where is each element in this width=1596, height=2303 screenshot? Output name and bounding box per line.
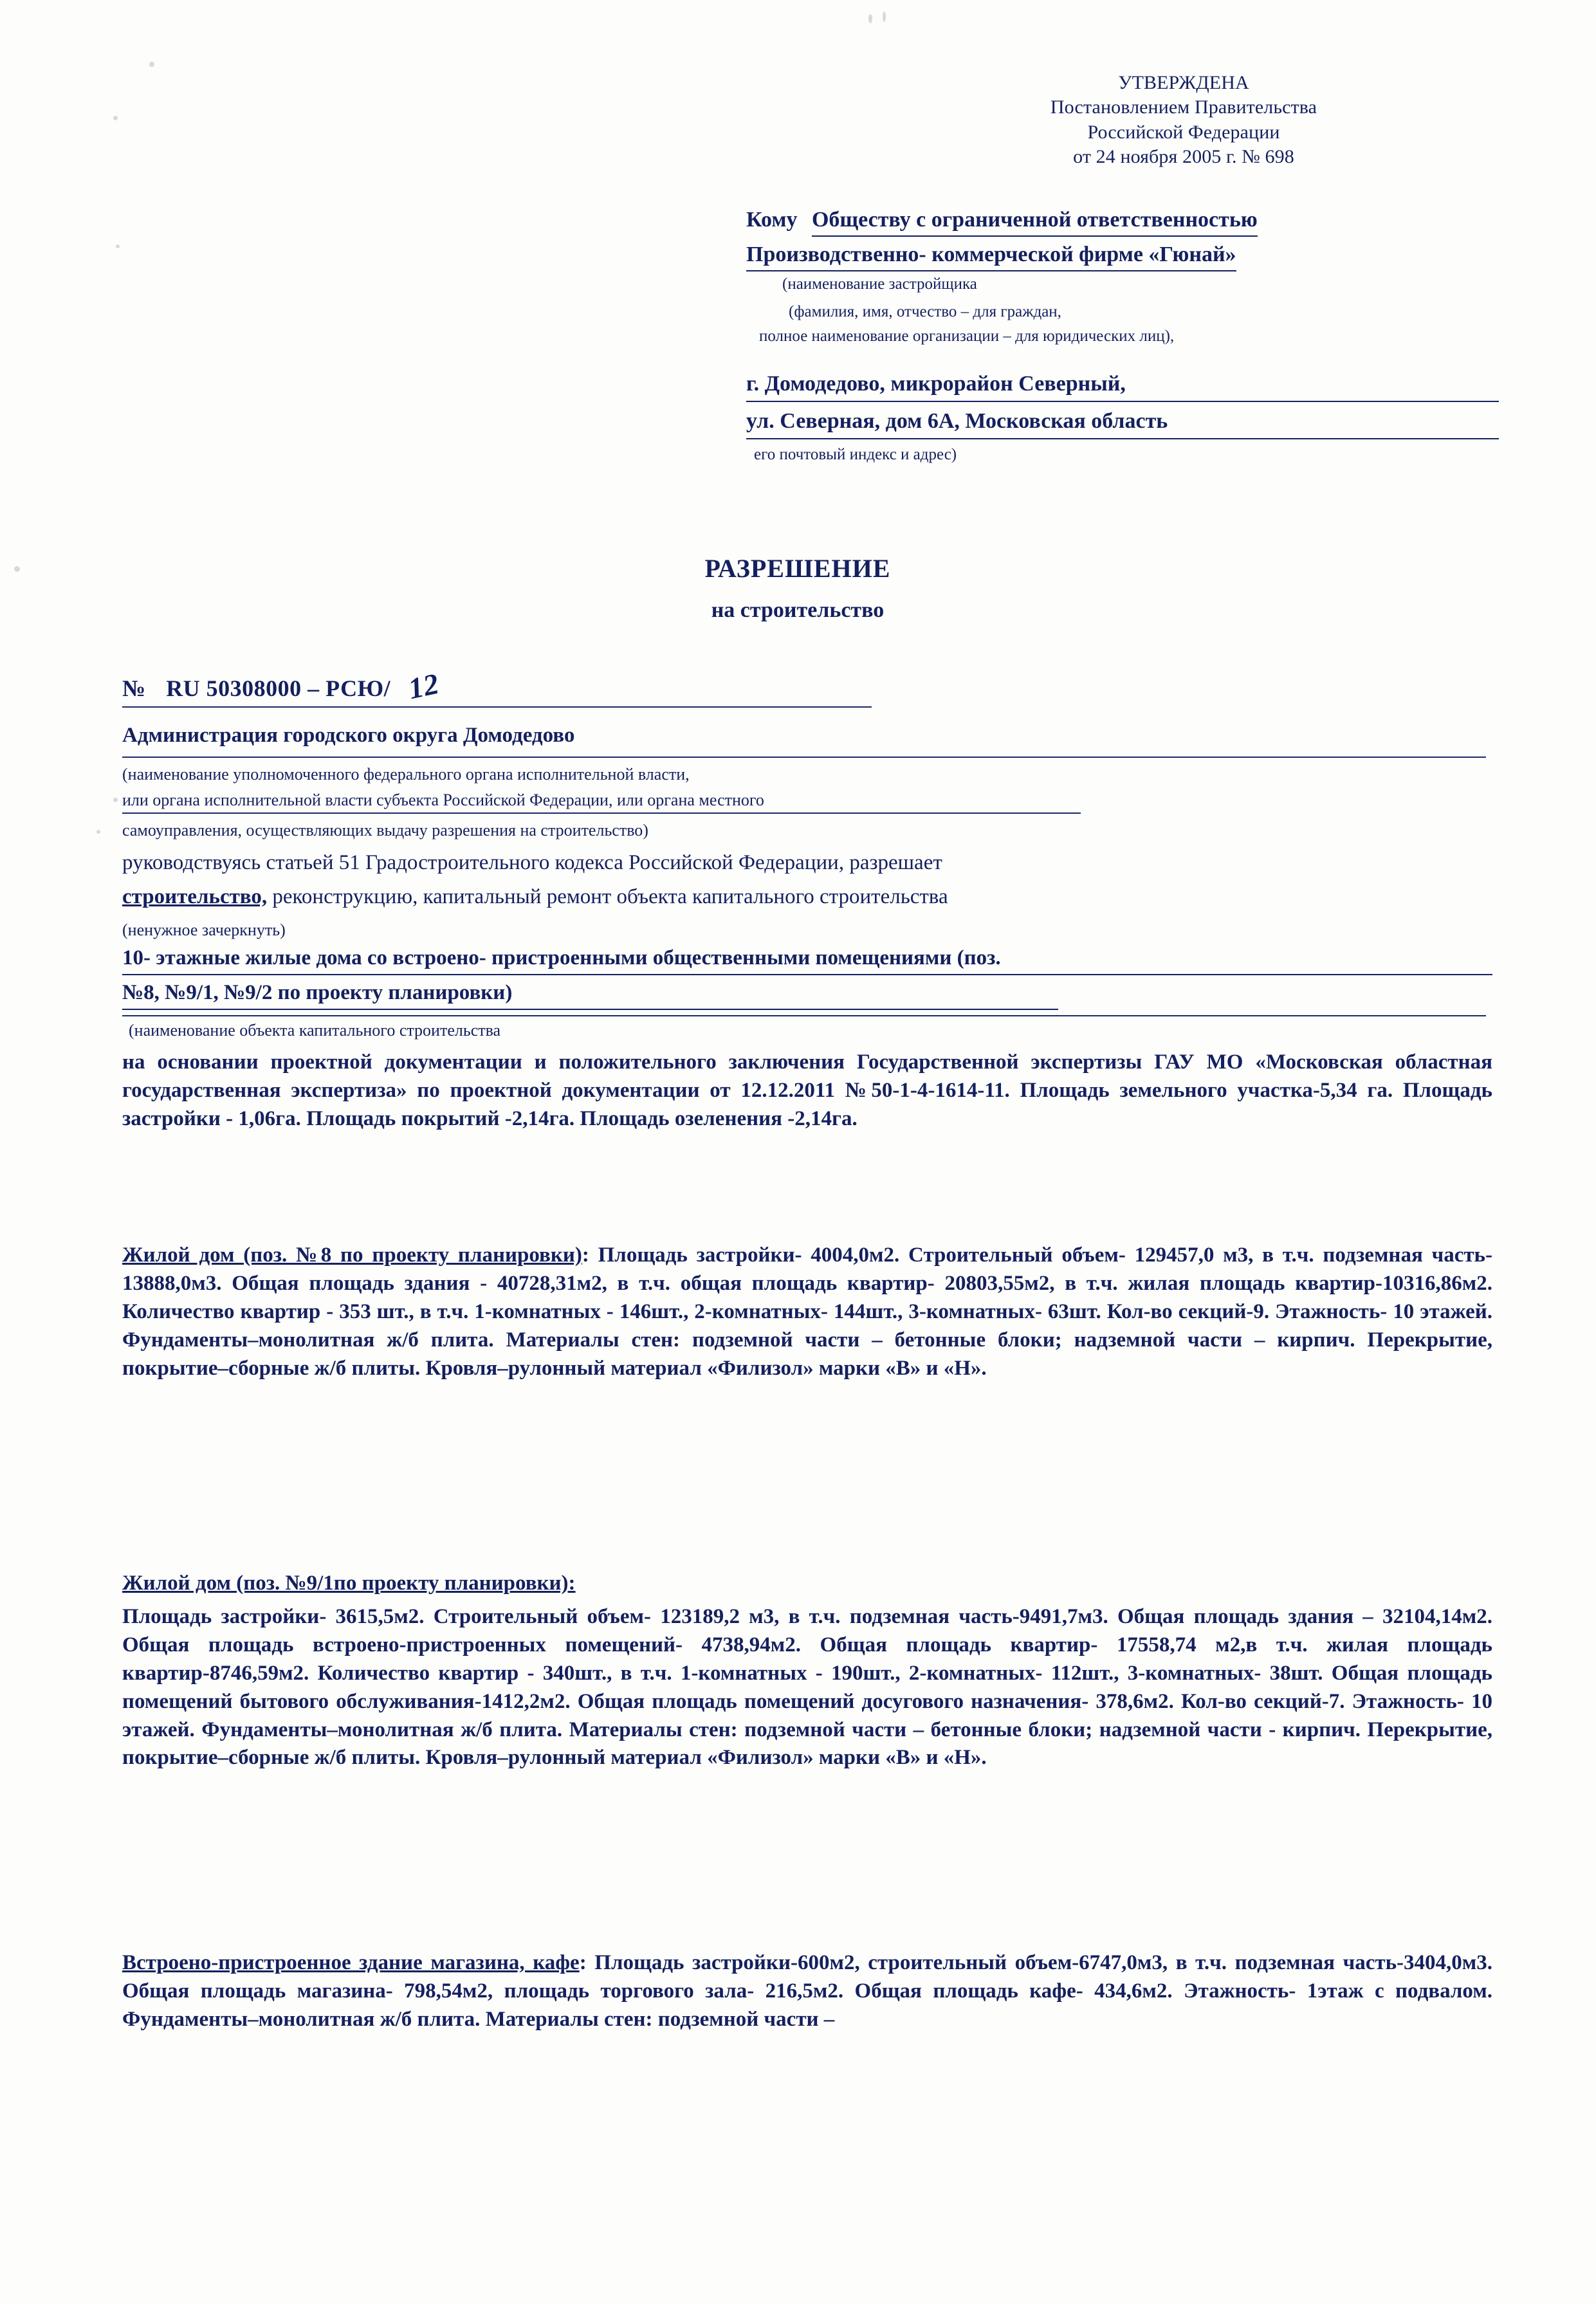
house-91-heading: Жилой дом (поз. №9/1по проекту планировки): <box>122 1572 576 1595</box>
permit-number-line <box>122 666 894 706</box>
permission-action-selected: строительство, <box>122 885 268 908</box>
addressee-name-line-2: Производственно- коммерческой фирме «Гюнай» <box>746 241 1236 271</box>
address-block <box>746 370 1499 466</box>
addressee-block <box>746 206 1499 347</box>
authority-caption-2: или органа исполнительной власти субъекта Российской Федерации, или органа местного <box>122 791 764 809</box>
house-8-heading: Жилой дом (поз. №8 по проекту планировки) <box>122 1243 582 1267</box>
addressee-prefix: Кому <box>746 208 798 232</box>
addressee-name-line-1: Обществу с ограниченной ответственностью <box>812 206 1258 237</box>
authority-caption-3: самоуправления, осуществляющих выдачу разрешения на строительство) <box>122 821 648 840</box>
addressee-caption-1: (наименование застройщика <box>782 275 977 293</box>
approval-line-3: Российской Федерации <box>1087 121 1280 143</box>
permission-lead: руководствуясь статьей 51 Градостроительного кодекса Российской Федерации, разрешает <box>122 851 942 874</box>
approval-line-2: Постановлением Правительства <box>1050 96 1317 118</box>
house-91-text: Площадь застройки- 3615,5м2. Строительный объем- 123189,2 м3, в т.ч. подземная часть-9491,7м3. Общая площадь здания – 32104,14м2. Общая площадь встроено-пристроенных помещений- 4738,94м2. Общая площадь квартир- 17558,74 м2,в т.ч. жилая площадь квартир-8746,59м2. Количество квартир - 340шт., в т.ч. 1-комнатных - 190шт., 2-комнатных- 112шт., 3-комнатных- 38шт. Общая площадь помещений бытового обслуживания-1412,2м2. Общая площадь помещений досугового назначения- 378,6м2. Кол-во секций-7. Этажность- 10 этажей. Фундаменты–монолитная ж/б плита. Материалы стен: подземной части – бетонные блоки; надземной части - кирпич. Перекрытие, покрытие–сборные ж/б плиты. Кровля–рулонный материал «Филизол» марки «В» и «Н». <box>122 1605 1492 1770</box>
approval-line-4: от 24 ноября 2005 г. № 698 <box>1073 146 1294 168</box>
authority-caption-rule <box>122 812 1081 814</box>
address-caption: его почтовый индекс и адрес) <box>754 446 957 464</box>
addressee-caption-3: полное наименование организации – для юридических лиц), <box>759 327 1175 345</box>
permission-note: (ненужное зачеркнуть) <box>122 921 286 939</box>
permit-number-label: № <box>122 675 146 701</box>
shop-paragraph <box>122 1949 1492 2034</box>
address-line-1: г. Домодедово, микрорайон Северный, <box>746 370 1499 402</box>
house-91-heading-line <box>122 1570 1492 1598</box>
authority-caption-1: (наименование уполномоченного федерального органа исполнительной власти, <box>122 765 690 784</box>
house-8-paragraph <box>122 1242 1492 1382</box>
basis-paragraph: на основании проектной документации и положительного заключения Государственной экспертизы ГАУ МО «Московская областная государственная экспертиза» по проектной документации от 12.12.2011 №50-1-4-1614-11. Площадь земельного участка-5,34 га. Площадь застройки - 1,06га. Площадь покрытий -2,14га. Площадь озеленения -2,14га. <box>122 1051 1492 1130</box>
shop-heading: Встроено-пристроенное здание магазина, кафе <box>122 1951 580 1974</box>
object-caption: (наименование объекта капитального строительства <box>129 1021 501 1040</box>
permit-number-value: RU 50308000 – РСЮ/ <box>166 675 391 701</box>
house-8-text: : Площадь застройки- 4004,0м2. Строительный объем- 129457,0 м3, в т.ч. подземная часть- 13888,0м3. Общая площадь здания - 40728,31м2, в т.ч. общая площадь квартир- 20803,55м2, в т.ч. жилая площадь квартир-10316,86м2. Количество квартир - 353 шт., в т.ч. 1-комнатных - 146шт., 2-комнатных- 144шт., 3-комнатных- 63шт. Кол-во секций-9. Этажность- 10 этажей. Фундаменты–монолитная ж/б плита. Материалы стен: подземной части – бетонные блоки; надземной части – кирпич. Перекрытие, покрытие–сборные ж/б плиты. Кровля–рулонный материал «Филизол» марки «В» и «Н». <box>122 1243 1492 1380</box>
address-line-2: ул. Северная, дом 6А, Московская область <box>746 407 1499 439</box>
object-rule <box>122 1015 1486 1016</box>
addressee-caption-2: (фамилия, имя, отчество – для граждан, <box>789 302 1061 320</box>
approval-block <box>1004 71 1364 170</box>
approval-line-1: УТВЕРЖДЕНА <box>1118 72 1249 93</box>
permit-number-handwritten: 12 <box>405 666 442 706</box>
shop-text: : Площадь застройки-600м2, строительный объем-6747,0м3, в т.ч. подземная часть-3404,0м3. Общая площадь магазина- 798,54м2, площадь торгового зала- 216,5м2. Общая площадь кафе- 434,6м2. Этажность- 1этаж с подвалом. Фундаменты–монолитная ж/б плита. Материалы стен: подземной части – <box>122 1951 1492 2031</box>
object-line-2: №8, №9/1, №9/2 по проекту планировки) <box>122 979 1058 1010</box>
permission-action-rest: реконструкцию, капитальный ремонт объекта капитального строительства <box>267 885 948 908</box>
page-subtitle: на строительство <box>711 598 885 622</box>
object-line-1: 10- этажные жилые дома со встроено- пристроенными общественными помещениями (поз. <box>122 944 1492 975</box>
permission-action <box>122 883 1492 912</box>
page-title: РАЗРЕШЕНИЕ <box>704 554 891 583</box>
authority-rule <box>122 757 1486 758</box>
permit-number-rule <box>122 706 872 708</box>
authority-name: Администрация городского округа Домодедово <box>122 724 575 747</box>
